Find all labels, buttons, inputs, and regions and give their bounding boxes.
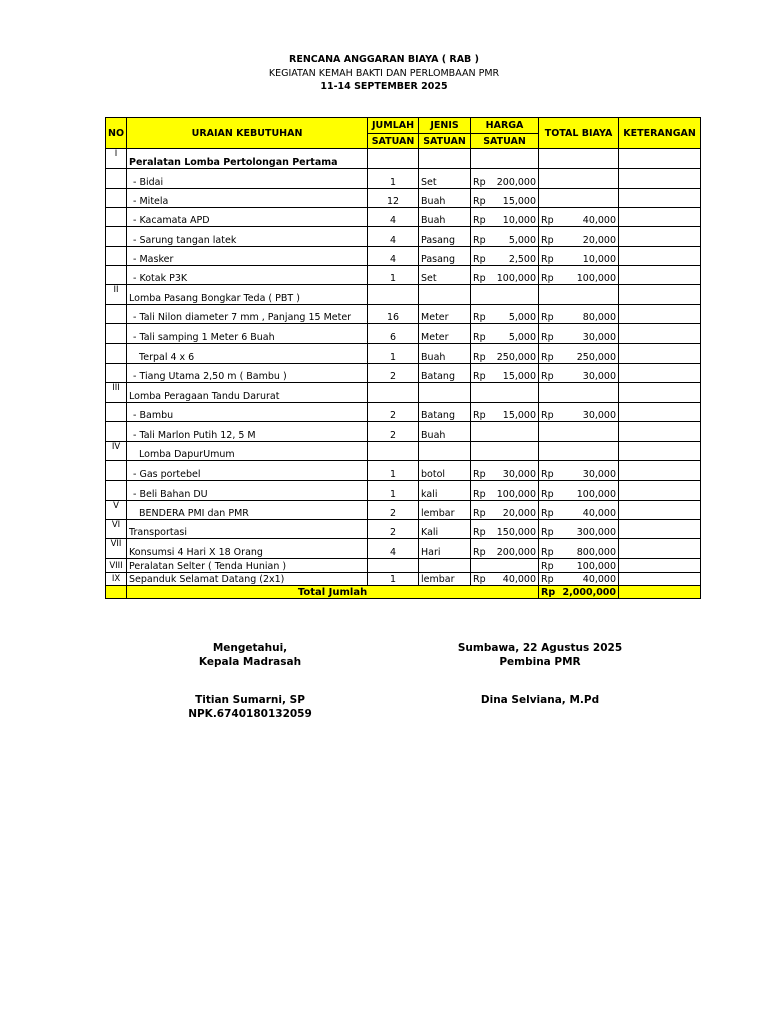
row-quantity: 1 bbox=[368, 169, 419, 189]
total-spacer bbox=[106, 586, 127, 599]
row-total bbox=[539, 383, 619, 403]
row-keterangan bbox=[619, 364, 701, 383]
row-quantity: 16 bbox=[368, 305, 419, 324]
row-quantity: 2 bbox=[368, 364, 419, 383]
row-quantity bbox=[368, 383, 419, 403]
row-price bbox=[471, 247, 539, 266]
row-quantity: 6 bbox=[368, 324, 419, 344]
row-quantity bbox=[368, 149, 419, 169]
row-total-value: 300,000 bbox=[576, 527, 617, 538]
table-row bbox=[106, 285, 701, 305]
row-price-value: 5,000 bbox=[508, 312, 537, 323]
row-total-currency: Rp bbox=[541, 574, 554, 585]
row-total bbox=[539, 344, 619, 364]
row-unit: Set bbox=[419, 169, 471, 189]
row-price-currency: Rp bbox=[473, 547, 486, 558]
row-price bbox=[471, 403, 539, 422]
total-label: Total Jumlah bbox=[127, 586, 539, 599]
row-price-value: 2,500 bbox=[508, 254, 537, 265]
table-row bbox=[106, 169, 701, 189]
row-total-currency: Rp bbox=[541, 469, 554, 480]
row-price bbox=[471, 149, 539, 169]
row-quantity: 1 bbox=[368, 573, 419, 586]
row-number bbox=[106, 403, 127, 422]
row-total-currency: Rp bbox=[541, 254, 554, 265]
row-number: IV bbox=[106, 442, 127, 461]
row-description: Terpal 4 x 6 bbox=[127, 344, 368, 364]
row-unit bbox=[419, 559, 471, 573]
row-number bbox=[106, 305, 127, 324]
row-total bbox=[539, 189, 619, 208]
row-total bbox=[539, 461, 619, 481]
row-unit: Batang bbox=[419, 364, 471, 383]
row-description: - Beli Bahan DU bbox=[127, 481, 368, 501]
row-unit: Buah bbox=[419, 208, 471, 227]
row-keterangan bbox=[619, 189, 701, 208]
row-price bbox=[471, 266, 539, 285]
row-price-value: 200,000 bbox=[496, 177, 537, 188]
row-description: Peralatan Lomba Pertolongan Pertama bbox=[127, 149, 368, 169]
row-number: II bbox=[106, 285, 127, 305]
table-row bbox=[106, 149, 701, 169]
row-total bbox=[539, 573, 619, 586]
row-price bbox=[471, 285, 539, 305]
row-unit: Hari bbox=[419, 539, 471, 559]
signature-right-name: Dina Selviana, M.Pd bbox=[480, 694, 600, 706]
row-description: Konsumsi 4 Hari X 18 Orang bbox=[127, 539, 368, 559]
row-quantity: 4 bbox=[368, 208, 419, 227]
row-price bbox=[471, 481, 539, 501]
row-description: Lomba Pasang Bongkar Teda ( PBT ) bbox=[127, 285, 368, 305]
row-quantity: 2 bbox=[368, 403, 419, 422]
row-number: VI bbox=[106, 520, 127, 539]
row-price-value: 20,000 bbox=[502, 508, 537, 519]
row-price-value: 100,000 bbox=[496, 273, 537, 284]
row-price bbox=[471, 324, 539, 344]
row-keterangan bbox=[619, 461, 701, 481]
row-keterangan bbox=[619, 305, 701, 324]
row-total-currency: Rp bbox=[541, 527, 554, 538]
row-price bbox=[471, 383, 539, 403]
row-total bbox=[539, 501, 619, 520]
row-price-currency: Rp bbox=[473, 352, 486, 363]
col-header-satuan-jumlah: SATUAN bbox=[368, 134, 419, 149]
row-description: - Tali Marlon Putih 12, 5 M bbox=[127, 422, 368, 442]
row-description: - Kacamata APD bbox=[127, 208, 368, 227]
row-total bbox=[539, 364, 619, 383]
row-total bbox=[539, 247, 619, 266]
row-keterangan bbox=[619, 520, 701, 539]
table-row bbox=[106, 189, 701, 208]
col-header-jumlah: JUMLAH bbox=[368, 118, 419, 134]
row-keterangan bbox=[619, 539, 701, 559]
row-number bbox=[106, 208, 127, 227]
row-number bbox=[106, 481, 127, 501]
row-total-currency: Rp bbox=[541, 489, 554, 500]
row-number bbox=[106, 189, 127, 208]
row-price-currency: Rp bbox=[473, 574, 486, 585]
row-quantity bbox=[368, 559, 419, 573]
table-row bbox=[106, 539, 701, 559]
row-total bbox=[539, 324, 619, 344]
row-total bbox=[539, 208, 619, 227]
row-price bbox=[471, 227, 539, 247]
row-quantity: 2 bbox=[368, 501, 419, 520]
row-price-value: 15,000 bbox=[502, 371, 537, 382]
row-unit bbox=[419, 442, 471, 461]
row-quantity bbox=[368, 285, 419, 305]
row-price-currency: Rp bbox=[473, 332, 486, 343]
row-price bbox=[471, 189, 539, 208]
row-number bbox=[106, 227, 127, 247]
table-row bbox=[106, 501, 701, 520]
row-total-value: 30,000 bbox=[582, 410, 617, 421]
document-subtitle: KEGIATAN KEMAH BAKTI DAN PERLOMBAAN PMR bbox=[268, 68, 500, 79]
row-number bbox=[106, 324, 127, 344]
table-row bbox=[106, 324, 701, 344]
row-price bbox=[471, 461, 539, 481]
table-row bbox=[106, 344, 701, 364]
row-description: - Bambu bbox=[127, 403, 368, 422]
row-total bbox=[539, 539, 619, 559]
table-row bbox=[106, 227, 701, 247]
row-total-currency: Rp bbox=[541, 352, 554, 363]
row-unit: lembar bbox=[419, 573, 471, 586]
row-total-value: 40,000 bbox=[582, 574, 617, 585]
row-number bbox=[106, 169, 127, 189]
row-price-currency: Rp bbox=[473, 235, 486, 246]
row-total-value: 100,000 bbox=[576, 561, 617, 572]
row-total-value: 30,000 bbox=[582, 371, 617, 382]
table-row bbox=[106, 573, 701, 586]
row-description: Lomba DapurUmum bbox=[127, 442, 368, 461]
total-currency: Rp bbox=[541, 587, 556, 598]
row-number: V bbox=[106, 501, 127, 520]
row-total-value: 250,000 bbox=[576, 352, 617, 363]
row-total bbox=[539, 403, 619, 422]
row-unit: botol bbox=[419, 461, 471, 481]
row-unit: Buah bbox=[419, 422, 471, 442]
signature-right bbox=[455, 641, 625, 707]
row-price-value: 40,000 bbox=[502, 574, 537, 585]
signature-left-line2: Kepala Madrasah bbox=[198, 656, 302, 668]
row-price bbox=[471, 442, 539, 461]
row-number bbox=[106, 247, 127, 266]
row-price bbox=[471, 422, 539, 442]
total-keterangan bbox=[619, 586, 701, 599]
row-total-currency: Rp bbox=[541, 410, 554, 421]
row-price-value: 150,000 bbox=[496, 527, 537, 538]
row-total bbox=[539, 285, 619, 305]
table-row bbox=[106, 266, 701, 285]
row-total bbox=[539, 481, 619, 501]
row-description: Peralatan Selter ( Tenda Hunian ) bbox=[127, 559, 368, 573]
row-price-currency: Rp bbox=[473, 177, 486, 188]
row-keterangan bbox=[619, 403, 701, 422]
document-title: RENCANA ANGGARAN BIAYA ( RAB ) bbox=[289, 54, 479, 65]
row-price-currency: Rp bbox=[473, 312, 486, 323]
row-total-value: 10,000 bbox=[582, 254, 617, 265]
row-unit: Meter bbox=[419, 324, 471, 344]
row-total-currency: Rp bbox=[541, 371, 554, 382]
row-price-value: 5,000 bbox=[508, 235, 537, 246]
row-keterangan bbox=[619, 169, 701, 189]
table-row bbox=[106, 481, 701, 501]
col-header-no: NO bbox=[106, 118, 127, 149]
table-row bbox=[106, 364, 701, 383]
row-total-currency: Rp bbox=[541, 273, 554, 284]
row-keterangan bbox=[619, 285, 701, 305]
row-keterangan bbox=[619, 208, 701, 227]
row-price bbox=[471, 344, 539, 364]
row-keterangan bbox=[619, 383, 701, 403]
row-unit bbox=[419, 149, 471, 169]
row-total bbox=[539, 520, 619, 539]
row-keterangan bbox=[619, 559, 701, 573]
signature-right-line1: Sumbawa, 22 Agustus 2025 bbox=[457, 642, 623, 654]
row-price bbox=[471, 573, 539, 586]
row-description: Sepanduk Selamat Datang (2x1) bbox=[127, 573, 368, 586]
row-price-value: 10,000 bbox=[502, 215, 537, 226]
row-description: - Tiang Utama 2,50 m ( Bambu ) bbox=[127, 364, 368, 383]
row-number: I bbox=[106, 149, 127, 169]
row-price bbox=[471, 501, 539, 520]
row-number: IX bbox=[106, 573, 127, 586]
col-header-jenis: JENIS bbox=[419, 118, 471, 134]
table-row bbox=[106, 520, 701, 539]
row-price-currency: Rp bbox=[473, 254, 486, 265]
row-price-currency: Rp bbox=[473, 527, 486, 538]
row-description: - Tali samping 1 Meter 6 Buah bbox=[127, 324, 368, 344]
row-quantity bbox=[368, 442, 419, 461]
row-total-currency: Rp bbox=[541, 235, 554, 246]
row-price bbox=[471, 539, 539, 559]
row-quantity: 1 bbox=[368, 344, 419, 364]
row-description: - Tali Nilon diameter 7 mm , Panjang 15 Meter bbox=[127, 305, 368, 324]
table-row bbox=[106, 422, 701, 442]
row-unit: lembar bbox=[419, 501, 471, 520]
row-total bbox=[539, 422, 619, 442]
col-header-satuan-harga: SATUAN bbox=[471, 134, 539, 149]
row-price-currency: Rp bbox=[473, 469, 486, 480]
row-total bbox=[539, 149, 619, 169]
row-price-value: 15,000 bbox=[502, 410, 537, 421]
row-keterangan bbox=[619, 227, 701, 247]
signature-left-id: NPK.6740180132059 bbox=[188, 708, 312, 720]
table-row bbox=[106, 403, 701, 422]
row-quantity: 12 bbox=[368, 189, 419, 208]
row-unit bbox=[419, 285, 471, 305]
row-unit: Batang bbox=[419, 403, 471, 422]
row-unit: Set bbox=[419, 266, 471, 285]
row-price bbox=[471, 208, 539, 227]
col-header-satuan-jenis: SATUAN bbox=[419, 134, 471, 149]
row-number: VIII bbox=[106, 559, 127, 573]
row-total bbox=[539, 169, 619, 189]
row-keterangan bbox=[619, 422, 701, 442]
row-total-currency: Rp bbox=[541, 312, 554, 323]
signature-left-name: Titian Sumarni, SP bbox=[195, 694, 305, 706]
row-description: - Gas portebel bbox=[127, 461, 368, 481]
col-header-uraian: URAIAN KEBUTUHAN bbox=[127, 118, 368, 149]
row-quantity: 4 bbox=[368, 247, 419, 266]
row-price-value: 100,000 bbox=[496, 489, 537, 500]
signature-right-line2: Pembina PMR bbox=[499, 656, 581, 668]
row-keterangan bbox=[619, 324, 701, 344]
row-quantity: 1 bbox=[368, 481, 419, 501]
row-quantity: 4 bbox=[368, 539, 419, 559]
row-description: Lomba Peragaan Tandu Darurat bbox=[127, 383, 368, 403]
row-unit: Pasang bbox=[419, 227, 471, 247]
row-total-value: 800,000 bbox=[576, 547, 617, 558]
row-quantity: 2 bbox=[368, 422, 419, 442]
total-value: 2,000,000 bbox=[562, 587, 617, 598]
row-price-value: 250,000 bbox=[496, 352, 537, 363]
row-price-value: 5,000 bbox=[508, 332, 537, 343]
row-keterangan bbox=[619, 442, 701, 461]
row-price-value: 15,000 bbox=[502, 196, 537, 207]
row-number bbox=[106, 266, 127, 285]
row-price-value: 200,000 bbox=[496, 547, 537, 558]
row-total bbox=[539, 559, 619, 573]
row-total-value: 100,000 bbox=[576, 489, 617, 500]
row-number bbox=[106, 422, 127, 442]
row-price-currency: Rp bbox=[473, 215, 486, 226]
signature-left-line1: Mengetahui, bbox=[212, 642, 288, 654]
row-number bbox=[106, 461, 127, 481]
row-keterangan bbox=[619, 266, 701, 285]
row-unit: Buah bbox=[419, 344, 471, 364]
row-total-value: 40,000 bbox=[582, 215, 617, 226]
row-number bbox=[106, 364, 127, 383]
row-price-currency: Rp bbox=[473, 489, 486, 500]
row-description: - Bidai bbox=[127, 169, 368, 189]
document-date: 11-14 SEPTEMBER 2025 bbox=[320, 81, 448, 92]
table-row bbox=[106, 461, 701, 481]
row-keterangan bbox=[619, 481, 701, 501]
row-description: - Sarung tangan latek bbox=[127, 227, 368, 247]
row-number bbox=[106, 344, 127, 364]
row-total-currency: Rp bbox=[541, 508, 554, 519]
row-price-currency: Rp bbox=[473, 273, 486, 284]
row-keterangan bbox=[619, 501, 701, 520]
row-total-currency: Rp bbox=[541, 215, 554, 226]
row-quantity: 1 bbox=[368, 266, 419, 285]
row-price-value: 30,000 bbox=[502, 469, 537, 480]
row-quantity: 4 bbox=[368, 227, 419, 247]
total-value-cell bbox=[539, 586, 619, 599]
row-unit: Kali bbox=[419, 520, 471, 539]
row-description: - Mitela bbox=[127, 189, 368, 208]
row-description: Transportasi bbox=[127, 520, 368, 539]
row-unit: Pasang bbox=[419, 247, 471, 266]
row-description: - Masker bbox=[127, 247, 368, 266]
row-total-value: 40,000 bbox=[582, 508, 617, 519]
signature-left bbox=[175, 641, 325, 721]
row-total-value: 30,000 bbox=[582, 469, 617, 480]
row-keterangan bbox=[619, 247, 701, 266]
row-keterangan bbox=[619, 573, 701, 586]
table-row bbox=[106, 305, 701, 324]
row-price-currency: Rp bbox=[473, 371, 486, 382]
row-keterangan bbox=[619, 149, 701, 169]
row-total bbox=[539, 305, 619, 324]
row-description: BENDERA PMI dan PMR bbox=[127, 501, 368, 520]
row-quantity: 1 bbox=[368, 461, 419, 481]
col-header-harga: HARGA bbox=[471, 118, 539, 134]
row-total-value: 20,000 bbox=[582, 235, 617, 246]
row-price bbox=[471, 364, 539, 383]
table-row bbox=[106, 247, 701, 266]
row-number: VII bbox=[106, 539, 127, 559]
row-unit: Meter bbox=[419, 305, 471, 324]
row-price-currency: Rp bbox=[473, 196, 486, 207]
row-total-value: 100,000 bbox=[576, 273, 617, 284]
row-price bbox=[471, 559, 539, 573]
row-total bbox=[539, 266, 619, 285]
budget-table bbox=[105, 117, 701, 599]
row-price-currency: Rp bbox=[473, 410, 486, 421]
col-header-total: TOTAL BIAYA bbox=[539, 118, 619, 149]
row-price bbox=[471, 305, 539, 324]
table-row bbox=[106, 383, 701, 403]
row-total-value: 80,000 bbox=[582, 312, 617, 323]
row-number: III bbox=[106, 383, 127, 403]
row-unit bbox=[419, 383, 471, 403]
row-keterangan bbox=[619, 344, 701, 364]
row-total-value: 30,000 bbox=[582, 332, 617, 343]
row-total bbox=[539, 227, 619, 247]
row-price bbox=[471, 169, 539, 189]
row-total-currency: Rp bbox=[541, 547, 554, 558]
table-row bbox=[106, 559, 701, 573]
row-unit: kali bbox=[419, 481, 471, 501]
table-row bbox=[106, 442, 701, 461]
row-unit: Buah bbox=[419, 189, 471, 208]
row-quantity: 2 bbox=[368, 520, 419, 539]
row-total-currency: Rp bbox=[541, 561, 554, 572]
row-total bbox=[539, 442, 619, 461]
col-header-keterangan: KETERANGAN bbox=[619, 118, 701, 149]
row-price bbox=[471, 520, 539, 539]
row-total-currency: Rp bbox=[541, 332, 554, 343]
table-row bbox=[106, 208, 701, 227]
row-price-currency: Rp bbox=[473, 508, 486, 519]
row-description: - Kotak P3K bbox=[127, 266, 368, 285]
